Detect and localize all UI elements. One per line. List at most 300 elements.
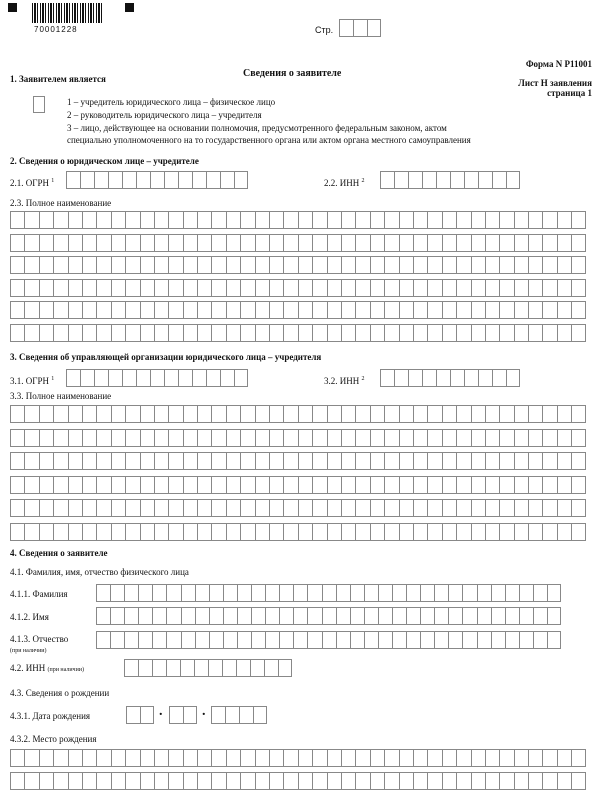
comb-row[interactable] [10, 452, 586, 470]
char-cell[interactable] [168, 302, 182, 318]
char-cell[interactable] [181, 608, 195, 624]
char-cell[interactable] [82, 477, 96, 493]
char-cell[interactable] [514, 453, 528, 469]
comb-row[interactable] [10, 429, 586, 447]
char-cell[interactable] [24, 257, 38, 273]
char-cell[interactable] [251, 632, 265, 648]
char-cell[interactable] [355, 773, 369, 789]
char-cell[interactable] [154, 477, 168, 493]
char-cell[interactable] [283, 773, 297, 789]
char-cell[interactable] [528, 524, 542, 540]
char-cell[interactable] [392, 632, 406, 648]
char-cell[interactable] [399, 524, 413, 540]
char-cell[interactable] [82, 453, 96, 469]
char-cell[interactable] [327, 302, 341, 318]
char-cell[interactable] [140, 707, 154, 723]
char-cell[interactable] [384, 406, 398, 422]
char-cell[interactable] [557, 406, 571, 422]
char-cell[interactable] [312, 453, 326, 469]
char-cell[interactable] [427, 302, 441, 318]
char-cell[interactable] [197, 750, 211, 766]
char-cell[interactable] [125, 500, 139, 516]
char-cell[interactable] [298, 406, 312, 422]
char-cell[interactable] [24, 280, 38, 296]
char-cell[interactable] [341, 750, 355, 766]
char-cell[interactable] [211, 212, 225, 228]
char-cell[interactable] [110, 608, 124, 624]
char-cell[interactable] [68, 430, 82, 446]
char-cell[interactable] [456, 773, 470, 789]
comb-row[interactable] [10, 256, 586, 274]
char-cell[interactable] [150, 370, 164, 386]
char-cell[interactable] [208, 660, 222, 676]
char-cell[interactable] [39, 430, 53, 446]
char-cell[interactable] [154, 302, 168, 318]
char-cell[interactable] [384, 750, 398, 766]
char-cell[interactable] [528, 406, 542, 422]
char-cell[interactable] [140, 325, 154, 341]
char-cell[interactable] [10, 280, 24, 296]
char-cell[interactable] [442, 524, 456, 540]
char-cell[interactable] [413, 212, 427, 228]
char-cell[interactable] [341, 302, 355, 318]
char-cell[interactable] [442, 500, 456, 516]
char-cell[interactable] [24, 302, 38, 318]
char-cell[interactable] [68, 453, 82, 469]
char-cell[interactable] [82, 500, 96, 516]
char-cell[interactable] [528, 302, 542, 318]
char-cell[interactable] [442, 453, 456, 469]
char-cell[interactable] [164, 172, 178, 188]
char-cell[interactable] [96, 585, 110, 601]
char-cell[interactable] [456, 325, 470, 341]
char-cell[interactable] [10, 302, 24, 318]
char-cell[interactable] [370, 280, 384, 296]
char-cell[interactable] [399, 257, 413, 273]
char-cell[interactable] [152, 585, 166, 601]
char-cell[interactable] [211, 430, 225, 446]
char-cell[interactable] [197, 524, 211, 540]
char-cell[interactable] [226, 406, 240, 422]
char-cell[interactable] [255, 773, 269, 789]
char-cell[interactable] [462, 608, 476, 624]
char-cell[interactable] [226, 524, 240, 540]
char-cell[interactable] [557, 500, 571, 516]
char-cell[interactable] [427, 325, 441, 341]
char-cell[interactable] [514, 212, 528, 228]
char-cell[interactable] [126, 707, 140, 723]
char-cell[interactable] [152, 660, 166, 676]
char-cell[interactable] [456, 524, 470, 540]
char-cell[interactable] [283, 257, 297, 273]
char-cell[interactable] [322, 608, 336, 624]
char-cell[interactable] [24, 406, 38, 422]
char-cell[interactable] [68, 257, 82, 273]
char-cell[interactable] [10, 453, 24, 469]
char-cell[interactable] [442, 430, 456, 446]
char-cell[interactable] [96, 500, 110, 516]
char-cell[interactable] [96, 750, 110, 766]
char-cell[interactable] [350, 632, 364, 648]
char-cell[interactable] [442, 773, 456, 789]
char-cell[interactable] [10, 773, 24, 789]
char-cell[interactable] [442, 257, 456, 273]
char-cell[interactable] [399, 773, 413, 789]
char-cell[interactable] [485, 280, 499, 296]
char-cell[interactable] [96, 302, 110, 318]
comb-row[interactable] [10, 523, 586, 541]
char-cell[interactable] [485, 406, 499, 422]
char-cell[interactable] [169, 707, 183, 723]
char-cell[interactable] [399, 750, 413, 766]
char-cell[interactable] [571, 773, 585, 789]
char-cell[interactable] [111, 524, 125, 540]
char-cell[interactable] [183, 773, 197, 789]
char-cell[interactable] [24, 212, 38, 228]
comb-row[interactable] [10, 324, 586, 342]
char-cell[interactable] [355, 430, 369, 446]
char-cell[interactable] [471, 500, 485, 516]
char-cell[interactable] [341, 235, 355, 251]
char-cell[interactable] [399, 212, 413, 228]
char-cell[interactable] [557, 280, 571, 296]
char-cell[interactable] [192, 370, 206, 386]
char-cell[interactable] [327, 280, 341, 296]
char-cell[interactable] [571, 325, 585, 341]
char-cell[interactable] [327, 524, 341, 540]
char-cell[interactable] [211, 707, 225, 723]
char-cell[interactable] [471, 235, 485, 251]
char-cell[interactable] [39, 524, 53, 540]
char-cell[interactable] [168, 750, 182, 766]
char-cell[interactable] [39, 257, 53, 273]
char-cell[interactable] [269, 453, 283, 469]
char-cell[interactable] [255, 430, 269, 446]
char-cell[interactable] [442, 477, 456, 493]
patronymic-field[interactable] [96, 631, 561, 649]
char-cell[interactable] [111, 477, 125, 493]
char-cell[interactable] [370, 773, 384, 789]
char-cell[interactable] [413, 325, 427, 341]
char-cell[interactable] [166, 608, 180, 624]
char-cell[interactable] [370, 477, 384, 493]
char-cell[interactable] [456, 280, 470, 296]
char-cell[interactable] [96, 212, 110, 228]
char-cell[interactable] [209, 585, 223, 601]
char-cell[interactable] [283, 235, 297, 251]
char-cell[interactable] [399, 235, 413, 251]
char-cell[interactable] [138, 660, 152, 676]
comb-row[interactable] [10, 234, 586, 252]
char-cell[interactable] [96, 280, 110, 296]
char-cell[interactable] [491, 632, 505, 648]
char-cell[interactable] [24, 773, 38, 789]
char-cell[interactable] [499, 257, 513, 273]
char-cell[interactable] [413, 453, 427, 469]
surname-field[interactable] [96, 584, 561, 602]
char-cell[interactable] [226, 325, 240, 341]
char-cell[interactable] [250, 660, 264, 676]
char-cell[interactable] [240, 500, 254, 516]
char-cell[interactable] [53, 430, 67, 446]
char-cell[interactable] [10, 235, 24, 251]
char-cell[interactable] [197, 453, 211, 469]
char-cell[interactable] [269, 302, 283, 318]
char-cell[interactable] [542, 773, 556, 789]
char-cell[interactable] [406, 608, 420, 624]
char-cell[interactable] [399, 477, 413, 493]
char-cell[interactable] [341, 477, 355, 493]
char-cell[interactable] [528, 477, 542, 493]
char-cell[interactable] [392, 608, 406, 624]
char-cell[interactable] [24, 235, 38, 251]
char-cell[interactable] [124, 608, 138, 624]
char-cell[interactable] [194, 660, 208, 676]
char-cell[interactable] [10, 750, 24, 766]
char-cell[interactable] [283, 302, 297, 318]
char-cell[interactable] [166, 585, 180, 601]
char-cell[interactable] [505, 632, 519, 648]
ogrn-field[interactable] [66, 171, 248, 189]
char-cell[interactable] [39, 500, 53, 516]
char-cell[interactable] [380, 172, 394, 188]
char-cell[interactable] [471, 430, 485, 446]
char-cell[interactable] [427, 406, 441, 422]
char-cell[interactable] [283, 212, 297, 228]
char-cell[interactable] [542, 235, 556, 251]
char-cell[interactable] [211, 302, 225, 318]
char-cell[interactable] [384, 280, 398, 296]
char-cell[interactable] [519, 585, 533, 601]
char-cell[interactable] [378, 608, 392, 624]
char-cell[interactable] [269, 325, 283, 341]
char-cell[interactable] [312, 430, 326, 446]
char-cell[interactable] [341, 773, 355, 789]
char-cell[interactable] [24, 453, 38, 469]
char-cell[interactable] [183, 257, 197, 273]
char-cell[interactable] [312, 257, 326, 273]
char-cell[interactable] [183, 500, 197, 516]
char-cell[interactable] [571, 500, 585, 516]
char-cell[interactable] [66, 172, 80, 188]
char-cell[interactable] [408, 370, 422, 386]
char-cell[interactable] [183, 212, 197, 228]
char-cell[interactable] [82, 524, 96, 540]
char-cell[interactable] [293, 608, 307, 624]
char-cell[interactable] [298, 477, 312, 493]
char-cell[interactable] [94, 172, 108, 188]
char-cell[interactable] [125, 235, 139, 251]
char-cell[interactable] [542, 477, 556, 493]
char-cell[interactable] [514, 302, 528, 318]
char-cell[interactable] [168, 212, 182, 228]
char-cell[interactable] [53, 500, 67, 516]
char-cell[interactable] [408, 172, 422, 188]
char-cell[interactable] [181, 585, 195, 601]
char-cell[interactable] [154, 453, 168, 469]
char-cell[interactable] [542, 430, 556, 446]
char-cell[interactable] [542, 257, 556, 273]
char-cell[interactable] [298, 257, 312, 273]
char-cell[interactable] [364, 632, 378, 648]
char-cell[interactable] [384, 235, 398, 251]
char-cell[interactable] [124, 632, 138, 648]
char-cell[interactable] [542, 406, 556, 422]
char-cell[interactable] [111, 212, 125, 228]
char-cell[interactable] [136, 172, 150, 188]
char-cell[interactable] [384, 430, 398, 446]
char-cell[interactable] [528, 453, 542, 469]
char-cell[interactable] [442, 235, 456, 251]
char-cell[interactable] [327, 212, 341, 228]
char-cell[interactable] [422, 172, 436, 188]
char-cell[interactable] [226, 280, 240, 296]
char-cell[interactable] [370, 500, 384, 516]
char-cell[interactable] [181, 632, 195, 648]
char-cell[interactable] [571, 302, 585, 318]
char-cell[interactable] [226, 430, 240, 446]
char-cell[interactable] [413, 406, 427, 422]
char-cell[interactable] [183, 524, 197, 540]
char-cell[interactable] [111, 302, 125, 318]
char-cell[interactable] [499, 235, 513, 251]
char-cell[interactable] [456, 430, 470, 446]
char-cell[interactable] [283, 477, 297, 493]
char-cell[interactable] [255, 325, 269, 341]
char-cell[interactable] [39, 235, 53, 251]
char-cell[interactable] [138, 608, 152, 624]
char-cell[interactable] [269, 477, 283, 493]
mgmt-ogrn-field[interactable] [66, 369, 248, 387]
char-cell[interactable] [255, 406, 269, 422]
char-cell[interactable] [82, 280, 96, 296]
char-cell[interactable] [350, 585, 364, 601]
char-cell[interactable] [240, 773, 254, 789]
char-cell[interactable] [111, 430, 125, 446]
char-cell[interactable] [140, 524, 154, 540]
char-cell[interactable] [384, 302, 398, 318]
char-cell[interactable] [327, 500, 341, 516]
char-cell[interactable] [111, 257, 125, 273]
char-cell[interactable] [211, 257, 225, 273]
comb-row[interactable] [10, 499, 586, 517]
char-cell[interactable] [211, 280, 225, 296]
char-cell[interactable] [39, 302, 53, 318]
char-cell[interactable] [197, 280, 211, 296]
char-cell[interactable] [206, 370, 220, 386]
char-cell[interactable] [265, 585, 279, 601]
char-cell[interactable] [140, 430, 154, 446]
char-cell[interactable] [237, 608, 251, 624]
char-cell[interactable] [140, 406, 154, 422]
char-cell[interactable] [341, 257, 355, 273]
char-cell[interactable] [251, 608, 265, 624]
char-cell[interactable] [571, 280, 585, 296]
char-cell[interactable] [24, 325, 38, 341]
char-cell[interactable] [96, 257, 110, 273]
char-cell[interactable] [180, 660, 194, 676]
char-cell[interactable] [211, 500, 225, 516]
char-cell[interactable] [222, 660, 236, 676]
char-cell[interactable] [240, 280, 254, 296]
char-cell[interactable] [499, 750, 513, 766]
char-cell[interactable] [265, 608, 279, 624]
char-cell[interactable] [110, 585, 124, 601]
char-cell[interactable] [514, 524, 528, 540]
char-cell[interactable] [269, 406, 283, 422]
char-cell[interactable] [571, 235, 585, 251]
char-cell[interactable] [154, 212, 168, 228]
char-cell[interactable] [82, 257, 96, 273]
char-cell[interactable] [183, 302, 197, 318]
char-cell[interactable] [571, 477, 585, 493]
char-cell[interactable] [211, 524, 225, 540]
char-cell[interactable] [283, 500, 297, 516]
char-cell[interactable] [547, 608, 561, 624]
char-cell[interactable] [471, 212, 485, 228]
char-cell[interactable] [140, 257, 154, 273]
char-cell[interactable] [378, 585, 392, 601]
char-cell[interactable] [96, 325, 110, 341]
char-cell[interactable] [166, 632, 180, 648]
char-cell[interactable] [240, 430, 254, 446]
char-cell[interactable] [122, 172, 136, 188]
char-cell[interactable] [24, 524, 38, 540]
char-cell[interactable] [183, 477, 197, 493]
char-cell[interactable] [197, 430, 211, 446]
char-cell[interactable] [140, 212, 154, 228]
char-cell[interactable] [197, 477, 211, 493]
char-cell[interactable] [514, 280, 528, 296]
char-cell[interactable] [427, 212, 441, 228]
char-cell[interactable] [485, 325, 499, 341]
char-cell[interactable] [234, 172, 248, 188]
char-cell[interactable] [197, 235, 211, 251]
char-cell[interactable] [478, 172, 492, 188]
char-cell[interactable] [312, 325, 326, 341]
applicant-type-field[interactable] [33, 96, 45, 113]
char-cell[interactable] [456, 257, 470, 273]
char-cell[interactable] [168, 453, 182, 469]
char-cell[interactable] [471, 750, 485, 766]
char-cell[interactable] [138, 632, 152, 648]
char-cell[interactable] [413, 257, 427, 273]
char-cell[interactable] [279, 632, 293, 648]
char-cell[interactable] [492, 172, 506, 188]
char-cell[interactable] [557, 453, 571, 469]
char-cell[interactable] [124, 660, 138, 676]
char-cell[interactable] [298, 280, 312, 296]
char-cell[interactable] [94, 370, 108, 386]
char-cell[interactable] [557, 477, 571, 493]
char-cell[interactable] [195, 608, 209, 624]
char-cell[interactable] [491, 608, 505, 624]
char-cell[interactable] [485, 524, 499, 540]
char-cell[interactable] [499, 280, 513, 296]
char-cell[interactable] [68, 773, 82, 789]
char-cell[interactable] [413, 235, 427, 251]
char-cell[interactable] [392, 585, 406, 601]
char-cell[interactable] [499, 212, 513, 228]
mgmt-inn-field[interactable] [380, 369, 520, 387]
char-cell[interactable] [197, 500, 211, 516]
char-cell[interactable] [283, 280, 297, 296]
char-cell[interactable] [514, 406, 528, 422]
char-cell[interactable] [364, 608, 378, 624]
char-cell[interactable] [427, 235, 441, 251]
char-cell[interactable] [442, 325, 456, 341]
char-cell[interactable] [456, 477, 470, 493]
